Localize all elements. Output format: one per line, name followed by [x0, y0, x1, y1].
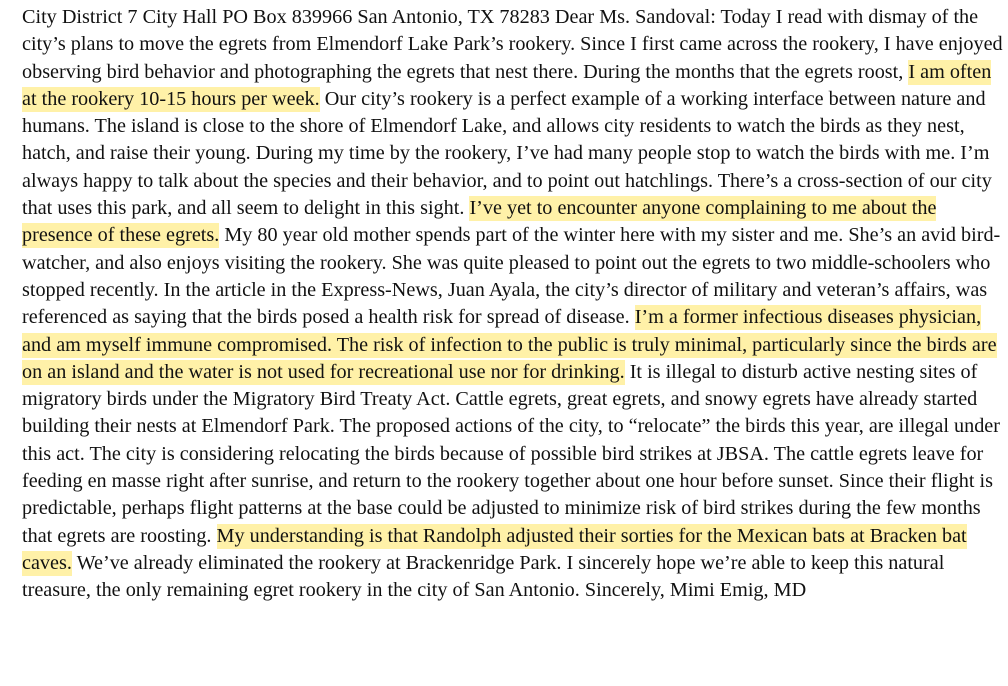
letter-text-segment: It is illegal to disturb active nesting sites of migratory birds under the Migratory Bird Treaty Act. Cattle egrets, great egrets, and snowy egrets have already started building their nests at Elmendorf Park. The proposed actions of the city, to “relocate” the birds this year, are illegal under this act. The city is considering relocating the birds because of possible bird strikes at JBSA. The cattle egrets leave for feeding en masse right after sunrise, and return to the rookery together about one hour before sunset. Since their flight is predictable, perhaps flight patterns at the base could be adjusted to minimize risk of bird strikes during the few months that egrets are roosting. [22, 360, 1000, 547]
letter-text-segment: We’ve already eliminated the rookery at Brackenridge Park. I sincerely hope we’re able to keep this natural treasure, the only remaining egret rookery in the city of San Antonio. Sincerely, Mimi Emig, MD [22, 551, 945, 602]
letter-text-segment: My 80 year old mother spends part of the winter here with my sister and me. She’s an avid bird-watcher, and also enjoys visiting the rookery. She was quite pleased to point out the egrets to two middle-schoolers who stopped recently. In the article in the Express-News, Juan Ayala, the city’s director of military and veteran’s affairs, was referenced as saying that the birds posed a health risk for spread of disease. [22, 224, 1001, 329]
letter-body [22, 4, 1004, 605]
highlighted-passage: I’m a former infectious diseases physician, and am myself immune compromised. The risk of infection to the public is truly minimal, particularly since the birds are on an island and the water is not used for recreational use nor for drinking. [22, 306, 997, 383]
highlighted-passage: I’ve yet to encounter anyone complaining to me about the presence of these egrets. [22, 197, 937, 247]
highlighted-passage: My understanding is that Randolph adjusted their sorties for the Mexican bats at Bracken bat caves. [22, 524, 967, 574]
letter-text-segment: City District 7 City Hall PO Box 839966 San Antonio, TX 78283 Dear Ms. Sandoval: Today I read with dismay of the city’s plans to move the egrets from Elmendorf Lake Park’s rookery. Since I first came across the rookery, I have enjoyed observing bird behavior and photographing the egrets that nest there. During the months that the egrets roost, [22, 6, 1003, 83]
letter-text-segment: Our city’s rookery is a perfect example of a working interface between nature and humans. The island is close to the shore of Elmendorf Lake, and allows city residents to watch the birds as they nest, hatch, and raise their young. During my time by the rookery, I’ve had many people stop to watch the birds with me. I’m always happy to talk about the species and their behavior, and to point out hatchlings. There’s a cross-section of our city that uses this park, and all seem to delight in this sight. [22, 87, 992, 220]
highlighted-passage: I am often at the rookery 10-15 hours per week. [22, 60, 992, 110]
